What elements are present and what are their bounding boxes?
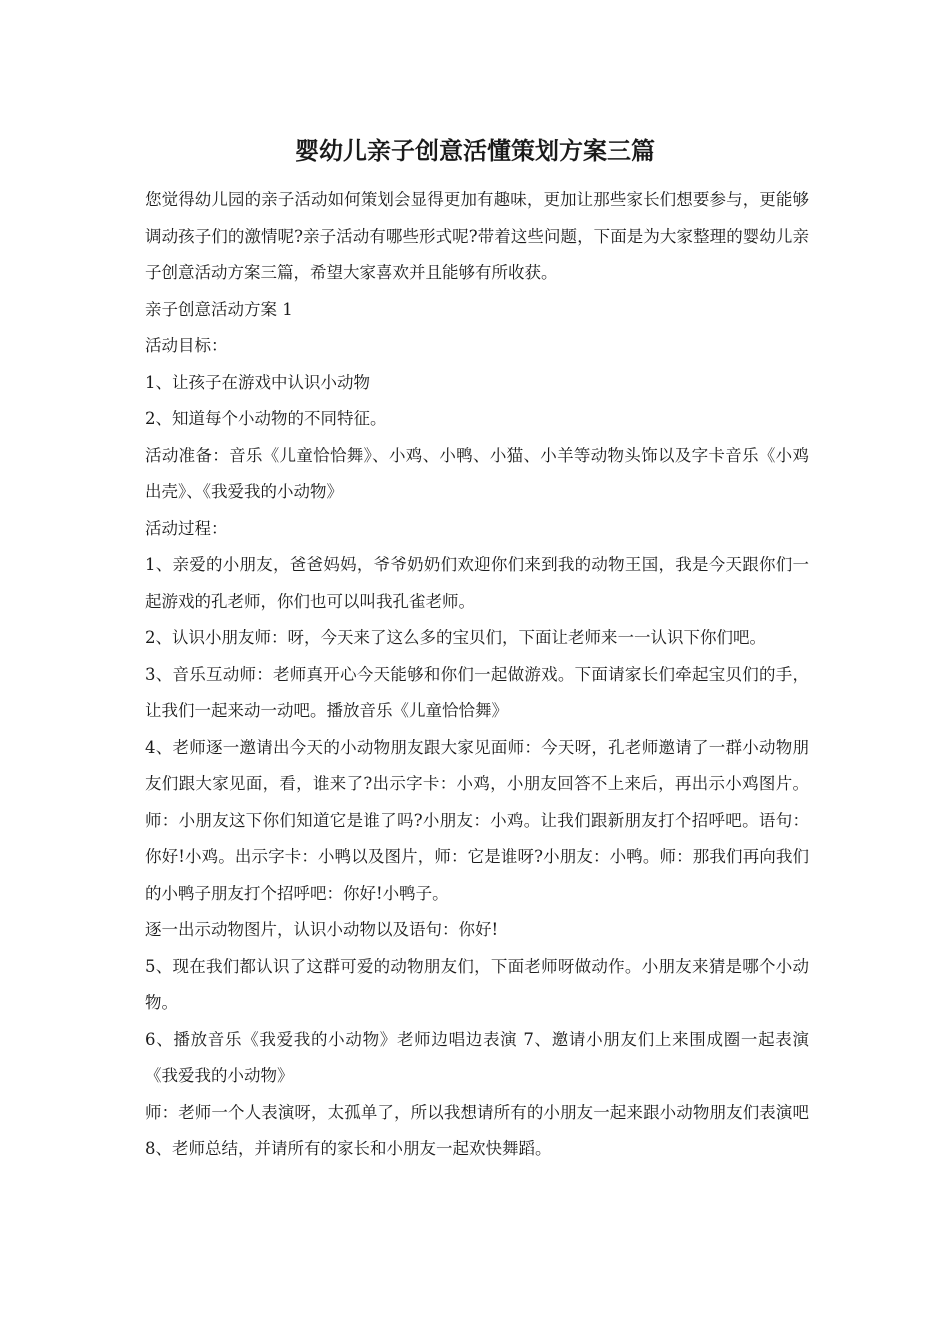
- paragraph-goal-1: 1、让孩子在游戏中认识小动物: [145, 372, 370, 392]
- paragraph-step-2: 2、认识小朋友师：呀，今天来了这么多的宝贝们，下面让老师来一一认识下你们吧。: [145, 628, 766, 647]
- paragraph-step-1: 1、亲爱的小朋友，爸爸妈妈，爷爷奶奶们欢迎你们来到我的动物王国，我是今天跟你们一起游戏的孔老师，你们也可以叫我孔雀老师。: [145, 555, 809, 611]
- paragraph-intro: 您觉得幼儿园的亲子活动如何策划会显得更加有趣味，更加让那些家长们想要参与，更能够调动孩子们的激情呢?亲子活动有哪些形式呢?带着这些问题，下面是为大家整理的婴幼儿亲子创意活动方案三篇，希望大家喜欢并且能够有所收获。: [145, 190, 809, 282]
- paragraph-goal-2: 2、知道每个小动物的不同特征。: [145, 409, 387, 428]
- document-title: 婴幼儿亲子创意活懂策划方案三篇: [295, 136, 655, 165]
- paragraph-preparation: 活动准备：音乐《儿童恰恰舞》、小鸡、小鸭、小猫、小羊等动物头饰以及字卡音乐《小鸡出壳》、《我爱我的小动物》: [145, 445, 809, 501]
- paragraph-step-8: 师：老师一个人表演呀，太孤单了，所以我想请所有的小朋友一起来跟小动物朋友们表演吧 8、老师总结，并请所有的家长和小朋友一起欢快舞蹈。: [145, 1102, 809, 1158]
- paragraph-step-3: 3、音乐互动师：老师真开心今天能够和你们一起做游戏。下面请家长们牵起宝贝们的手，让我们一起来动一动吧。播放音乐《儿童恰恰舞》: [145, 664, 809, 720]
- paragraph-step-5: 5、现在我们都认识了这群可爱的动物朋友们，下面老师呀做动作。小朋友来猜是哪个小动物。: [145, 956, 809, 1012]
- paragraph-step-4-note: 逐一出示动物图片，认识小动物以及语句：你好!: [145, 920, 499, 939]
- paragraph-step-6-7: 6、播放音乐《我爱我的小动物》老师边唱边表演 7、邀请小朋友们上来围成圈一起表演《我爱我的小动物》: [145, 1029, 809, 1085]
- document-body: [145, 182, 809, 1168]
- paragraph-section-heading: 亲子创意活动方案 1: [145, 299, 293, 319]
- paragraph-step-4: 4、老师逐一邀请出今天的小动物朋友跟大家见面师：今天呀，孔老师邀请了一群小动物朋友们跟大家见面，看，谁来了?出示字卡：小鸡，小朋友回答不上来后，再出示小鸡图片。师：小朋友这下你们知道它是谁了吗?小朋友：小鸡。让我们跟新朋友打个招呼吧。语句：你好!小鸡。出示字卡：小鸭以及图片，师：它是谁呀?小朋友：小鸭。师：那我们再向我们的小鸭子朋友打个招呼吧：你好!小鸭子。: [145, 737, 809, 903]
- paragraph-goals-heading: 活动目标：: [145, 336, 228, 355]
- paragraph-process-heading: 活动过程：: [145, 518, 228, 538]
